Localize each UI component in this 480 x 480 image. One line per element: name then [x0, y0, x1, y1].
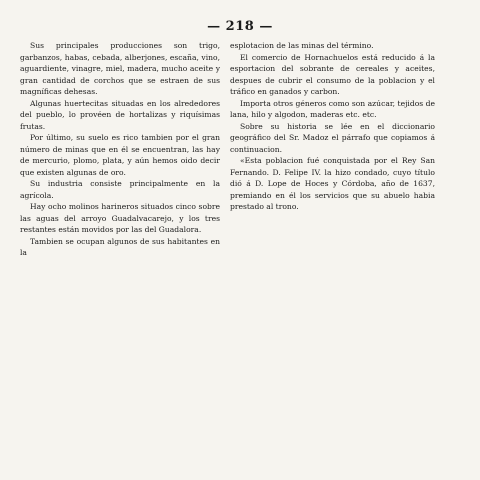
paragraph: Tambien se ocupan algunos de sus habitantes en la	[20, 236, 220, 257]
paragraph: El comercio de Hornachuelos está reducido á la esportacion del sobrante de cereales y aceites, despues de cubrir el consumo de la poblacion y el tráfico en ganados y carbon.	[230, 52, 435, 96]
paragraph: Sus principales producciones son trigo, garbanzos, habas, cebada, alberjones, escaña, vino, aguardiente, vinagre, miel, madera, mucho aceite y gran cantidad de corchos que se estraen de sus magníficas dehesas.	[20, 41, 220, 96]
paragraph: Sobre su historia se lée en el diccionario geográfico del Sr. Madoz el párrafo que copiamos á continuacion.	[230, 121, 435, 154]
paragraph: Importa otros géneros como son azúcar, tejidos de lana, hilo y algodon, maderas etc. etc.	[230, 98, 435, 119]
paragraph-continuation: esplotacion de las minas del término.	[230, 41, 374, 50]
paragraph: Su industria consiste principalmente en la agrícola.	[20, 179, 220, 200]
paragraph: Hay ocho molinos harineros situados cinco sobre las aguas del arroyo Guadalvacarejo, y los tres restantes están movidos por las del Guadalora.	[20, 202, 220, 234]
paragraph: Por último, su suelo es rico tambien por el gran número de minas que en él se encuentran, las hay de mercurio, plomo, plata, y aún hemos oido decir que existen algunas de oro.	[20, 133, 220, 177]
paragraph: «Esta poblacion fué conquistada por el Rey San Fernando. D. Felipe IV. la hizo condado, cuyo título dió á D. Lope de Hoces y Córdoba, año de 1637, premiando en él los servicios que su abuelo habia prestado al trono.	[230, 156, 435, 211]
page-number: — 218 —	[207, 19, 273, 34]
paragraph: Algunas huertecitas situadas en los alrededores del pueblo, lo provéen de hortalizas y riquísimas frutas.	[20, 98, 220, 131]
right-column	[230, 40, 435, 213]
left-column	[20, 40, 220, 259]
